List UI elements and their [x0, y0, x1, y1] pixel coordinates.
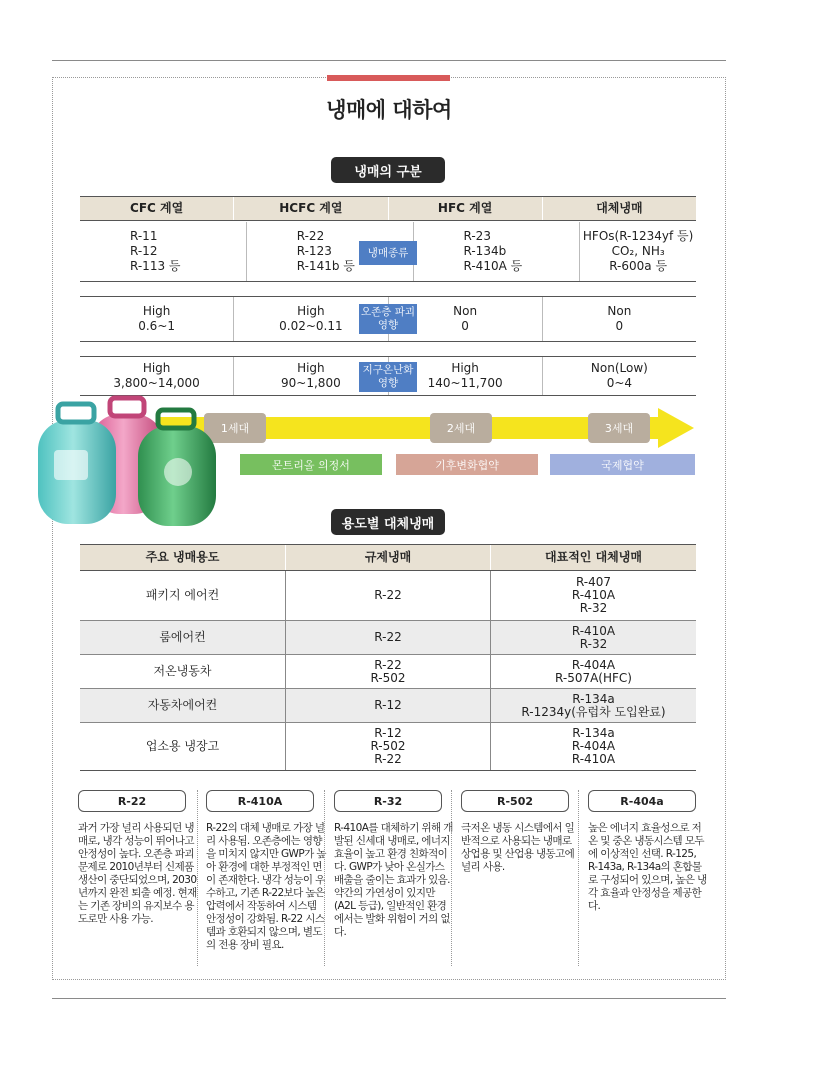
header-hfc: HFC 계열 — [388, 197, 542, 220]
treaty-climate: 기후변화협약 — [396, 454, 538, 475]
alternative-item: R-1234y(유럽차 도입완료) — [521, 704, 666, 719]
generation-3: 3세대 — [588, 413, 650, 443]
card-divider — [451, 790, 452, 966]
regulated-item: R-22 — [374, 657, 402, 672]
usage-name: 저온냉동차 — [153, 664, 212, 678]
header-hcfc: HCFC 계열 — [233, 197, 387, 220]
table-row — [80, 621, 696, 655]
warming-cfc — [80, 357, 233, 395]
table-row — [80, 655, 696, 689]
table-row — [80, 723, 696, 771]
usage-alternatives — [490, 723, 696, 770]
type-item: R-410A 등 — [463, 259, 523, 273]
table-row — [80, 571, 696, 621]
usage-regulated — [285, 655, 490, 688]
warming-value: 140~11,700 — [427, 376, 503, 390]
ozone-value: 0 — [615, 319, 624, 333]
usage-alternatives — [490, 689, 696, 722]
card-text-r32: R-410A를 대체하기 위해 개발된 신세대 냉매로, 에너지 효율이 높고 환경 친화적이다. GWP가 낮아 온실가스 배출을 줄이는 효과가 있음. 약간의 가연성이 있지만(A2L 등급), 일반적인 환경에서는 발화 위험이 거의 없다. — [334, 822, 453, 938]
ozone-level: Non — [607, 304, 632, 318]
timeline-arrow-head — [658, 408, 694, 448]
regulated-item: R-22 — [374, 630, 402, 644]
alternative-item: R-410A — [571, 752, 616, 766]
card-text-r502: 극저온 냉동 시스템에서 일반적으로 사용되는 냉매로 상업용 및 산업용 냉동고에 널리 사용. — [461, 822, 575, 873]
card-text-r404a: 높은 에너지 효율성으로 저온 및 중온 냉동시스템 모두에 이상적인 선택. R-125, R-143a, R-134a의 혼합물로 구성되어 있으며, 높은 냉각 효율과 안정성을 제공한다. — [588, 822, 707, 912]
alternative-item: R-410A — [571, 588, 616, 602]
type-item: R-23 — [463, 229, 491, 243]
usage-alternatives — [490, 571, 696, 620]
alternative-item: R-507A(HFC) — [555, 670, 632, 685]
types-cfc — [80, 222, 246, 281]
bottom-rule — [52, 998, 726, 999]
card-label-r32: R-32 — [334, 790, 442, 812]
ozone-level: High — [297, 304, 325, 318]
card-text-r410a: R-22의 대체 냉매로 가장 널리 사용됨. 오존층에는 영향을 미치지 않지만 GWP가 높아 환경에 대한 부정적인 면이 존재한다. 냉각 성능이 우수하고, 기존 R-22보다 높은 압력에서 작동하여 시스템 안정성이 강화됨. R-22 시스템과 호환되지 않으며, 별도의 전용 장비 필요. — [206, 822, 326, 951]
alternative-item: R-404A — [571, 657, 616, 672]
treaty-montreal: 몬트리올 의정서 — [240, 454, 382, 475]
warming-value: 3,800~14,000 — [113, 376, 200, 390]
usage-header-use: 주요 냉매용도 — [145, 550, 220, 564]
header-cfc: CFC 계열 — [130, 201, 184, 215]
ozone-value: 0.02~0.11 — [279, 319, 343, 333]
usage-regulated — [285, 689, 490, 722]
card-divider — [324, 790, 325, 966]
card-label-r22: R-22 — [78, 790, 186, 812]
generation-1: 1세대 — [204, 413, 266, 443]
usage-regulated — [285, 723, 490, 770]
warming-value: 0~4 — [606, 376, 633, 390]
usage-alternatives — [490, 655, 696, 688]
types-alternative — [579, 222, 696, 281]
type-item: HFOs(R-1234yf 등) — [582, 229, 694, 243]
alternative-item: R-32 — [579, 636, 608, 651]
type-item: R-134b — [463, 244, 507, 258]
usage-name: 자동차에어컨 — [147, 698, 218, 712]
label-warming-impact — [359, 362, 417, 392]
usage-header-regulated: 규제냉매 — [285, 545, 490, 570]
ozone-value: 0.6~1 — [138, 319, 176, 333]
page-title: 냉매에 대하여 — [326, 98, 452, 122]
usage-alternatives — [490, 621, 696, 654]
ozone-level: High — [142, 304, 171, 318]
warming-value: 90~1,800 — [281, 376, 341, 390]
warming-alternative — [542, 357, 696, 395]
refrigerant-cylinders-image — [28, 392, 228, 532]
alternative-item: R-134a — [572, 726, 615, 740]
regulated-item: R-502 — [370, 670, 406, 685]
warming-level: High — [451, 361, 479, 375]
type-item: R-113 등 — [130, 259, 181, 273]
usage-header-alternative: 대표적인 대체냉매 — [490, 545, 696, 570]
type-item: R-22 — [296, 229, 325, 243]
usage-name: 업소용 냉장고 — [145, 739, 220, 753]
type-item: R-123 — [296, 244, 332, 258]
ozone-level: Non — [453, 304, 478, 318]
generation-2: 2세대 — [430, 413, 492, 443]
card-text-r22: 과거 가장 널리 사용되던 냉매로, 냉각 성능이 뛰어나고 안정성이 높다. 오존층 파괴 문제로 2010년부터 신제품 생산이 중단되었으며, 2030년까지 완전 퇴출 예정. 현재는 기존 장비의 유지보수 용도로만 사용 가능. — [78, 822, 197, 925]
alternative-item: R-134a — [572, 691, 615, 706]
warming-level: High — [142, 361, 171, 375]
treaty-international: 국제협약 — [550, 454, 695, 475]
regulated-item: R-22 — [374, 752, 402, 766]
card-label-r502: R-502 — [461, 790, 569, 812]
type-item: R-11 — [130, 229, 158, 243]
label-ozone-impact — [359, 304, 417, 334]
title-accent-bar — [327, 75, 450, 81]
top-rule — [52, 60, 726, 61]
header-alternative: 대체냉매 — [542, 197, 696, 220]
card-label-r404a: R-404a — [588, 790, 696, 812]
alternative-item: R-407 — [575, 575, 612, 589]
regulated-item: R-12 — [374, 726, 402, 740]
alternative-item: R-410A — [571, 623, 616, 638]
regulated-item: R-22 — [374, 588, 402, 602]
type-item: CO₂, NH₃ — [611, 244, 665, 258]
usage-regulated — [285, 621, 490, 654]
warming-label-text: 지구온난화 영향 — [362, 364, 414, 389]
card-divider — [578, 790, 579, 966]
label-refrigerant-types: 냉매종류 — [359, 241, 417, 265]
comparison-header — [80, 196, 696, 221]
type-item: R-141b 등 — [296, 259, 355, 273]
alternative-item: R-32 — [579, 601, 608, 615]
ozone-cfc — [80, 297, 233, 341]
usage-name: 룸에어컨 — [159, 630, 206, 644]
ozone-alternative — [542, 297, 696, 341]
usage-name: 패키지 에어컨 — [145, 588, 220, 602]
ozone-value: 0 — [461, 319, 469, 333]
section-title-usage: 용도별 대체냉매 — [331, 509, 445, 535]
warming-level: High — [297, 361, 325, 375]
types-hfc — [413, 222, 580, 281]
regulated-item: R-12 — [374, 698, 402, 712]
type-item: R-12 — [130, 244, 158, 258]
usage-regulated — [285, 571, 490, 620]
card-divider — [197, 790, 198, 966]
table-row — [80, 689, 696, 723]
card-label-r410a: R-410A — [206, 790, 314, 812]
section-title-classification: 냉매의 구분 — [331, 157, 445, 183]
regulated-item: R-502 — [370, 739, 406, 753]
ozone-label-text: 오존층 파괴 영향 — [360, 306, 416, 331]
type-item: R-600a 등 — [609, 259, 668, 273]
usage-table-header — [80, 544, 696, 571]
warming-level: Non(Low) — [590, 361, 648, 375]
alternative-item: R-404A — [571, 739, 616, 753]
